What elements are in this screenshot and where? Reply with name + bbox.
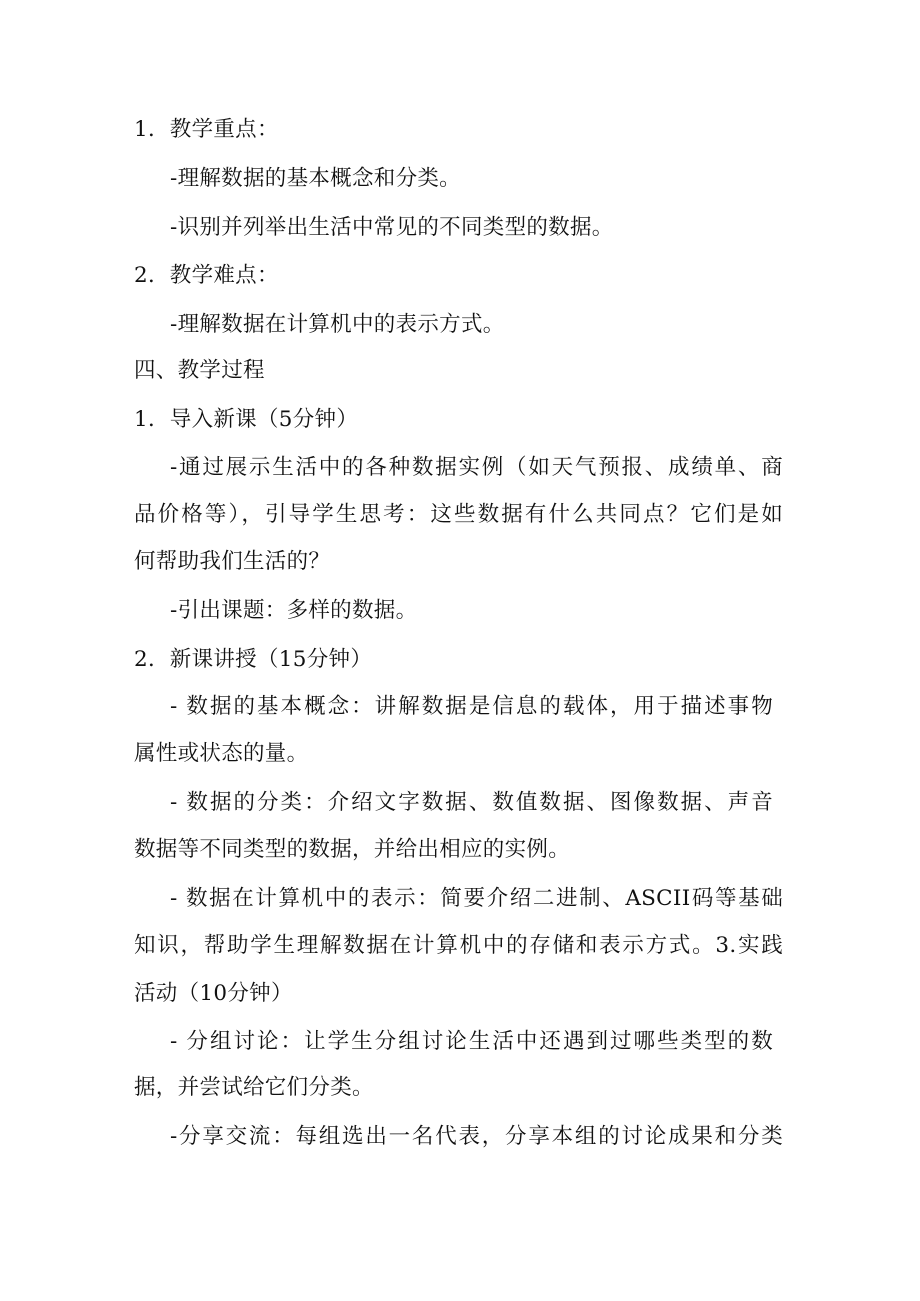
section-heading-teaching-process: 四、教学过程 xyxy=(134,358,265,383)
step-2-heading: 2．新课讲授（15分钟） xyxy=(134,647,373,672)
step-1-heading: 1．导入新课（5分钟） xyxy=(134,407,359,432)
step-2-item-3-line-2: 知识，帮助学生理解数据在计算机中的存储和表示方式。3.实践 xyxy=(134,933,783,958)
focus-item-2: -识别并列举出生活中常见的不同类型的数据。 xyxy=(170,215,614,240)
step-3-item-2-line-1: -分享交流：每组选出一名代表，分享本组的讨论成果和分类 xyxy=(170,1124,783,1149)
step-1-paragraph-line-1: -通过展示生活中的各种数据实例（如天气预报、成绩单、商 xyxy=(170,455,783,480)
heading-teaching-focus: 1．教学重点： xyxy=(134,117,279,142)
difficulty-item-1: -理解数据在计算机中的表示方式。 xyxy=(170,312,505,337)
heading-teaching-difficulty: 2．教学难点： xyxy=(134,263,279,288)
step-2-item-1-line-1: - 数据的基本概念：讲解数据是信息的载体，用于描述事物 xyxy=(170,694,773,719)
step-3-heading-continued: 活动（10分钟） xyxy=(134,981,293,1006)
step-1-item-2: -引出课题：多样的数据。 xyxy=(170,598,418,623)
step-2-item-2-line-2: 数据等不同类型的数据，并给出相应的实例。 xyxy=(134,837,571,862)
step-1-paragraph-line-2: 品价格等），引导学生思考：这些数据有什么共同点？它们是如 xyxy=(134,502,783,527)
step-2-item-2-line-1: - 数据的分类：介绍文字数据、数值数据、图像数据、声音 xyxy=(170,790,773,815)
step-2-item-1-line-2: 属性或状态的量。 xyxy=(134,741,309,766)
step-2-item-3-line-1: - 数据在计算机中的表示：简要介绍二进制、ASCII码等基础 xyxy=(170,886,783,911)
step-3-item-1-line-2: 据，并尝试给它们分类。 xyxy=(134,1075,374,1100)
step-3-item-1-line-1: - 分组讨论：让学生分组讨论生活中还遇到过哪些类型的数 xyxy=(170,1029,773,1054)
step-1-paragraph-line-3: 何帮助我们生活的？ xyxy=(134,549,331,574)
focus-item-1: -理解数据的基本概念和分类。 xyxy=(170,166,461,191)
